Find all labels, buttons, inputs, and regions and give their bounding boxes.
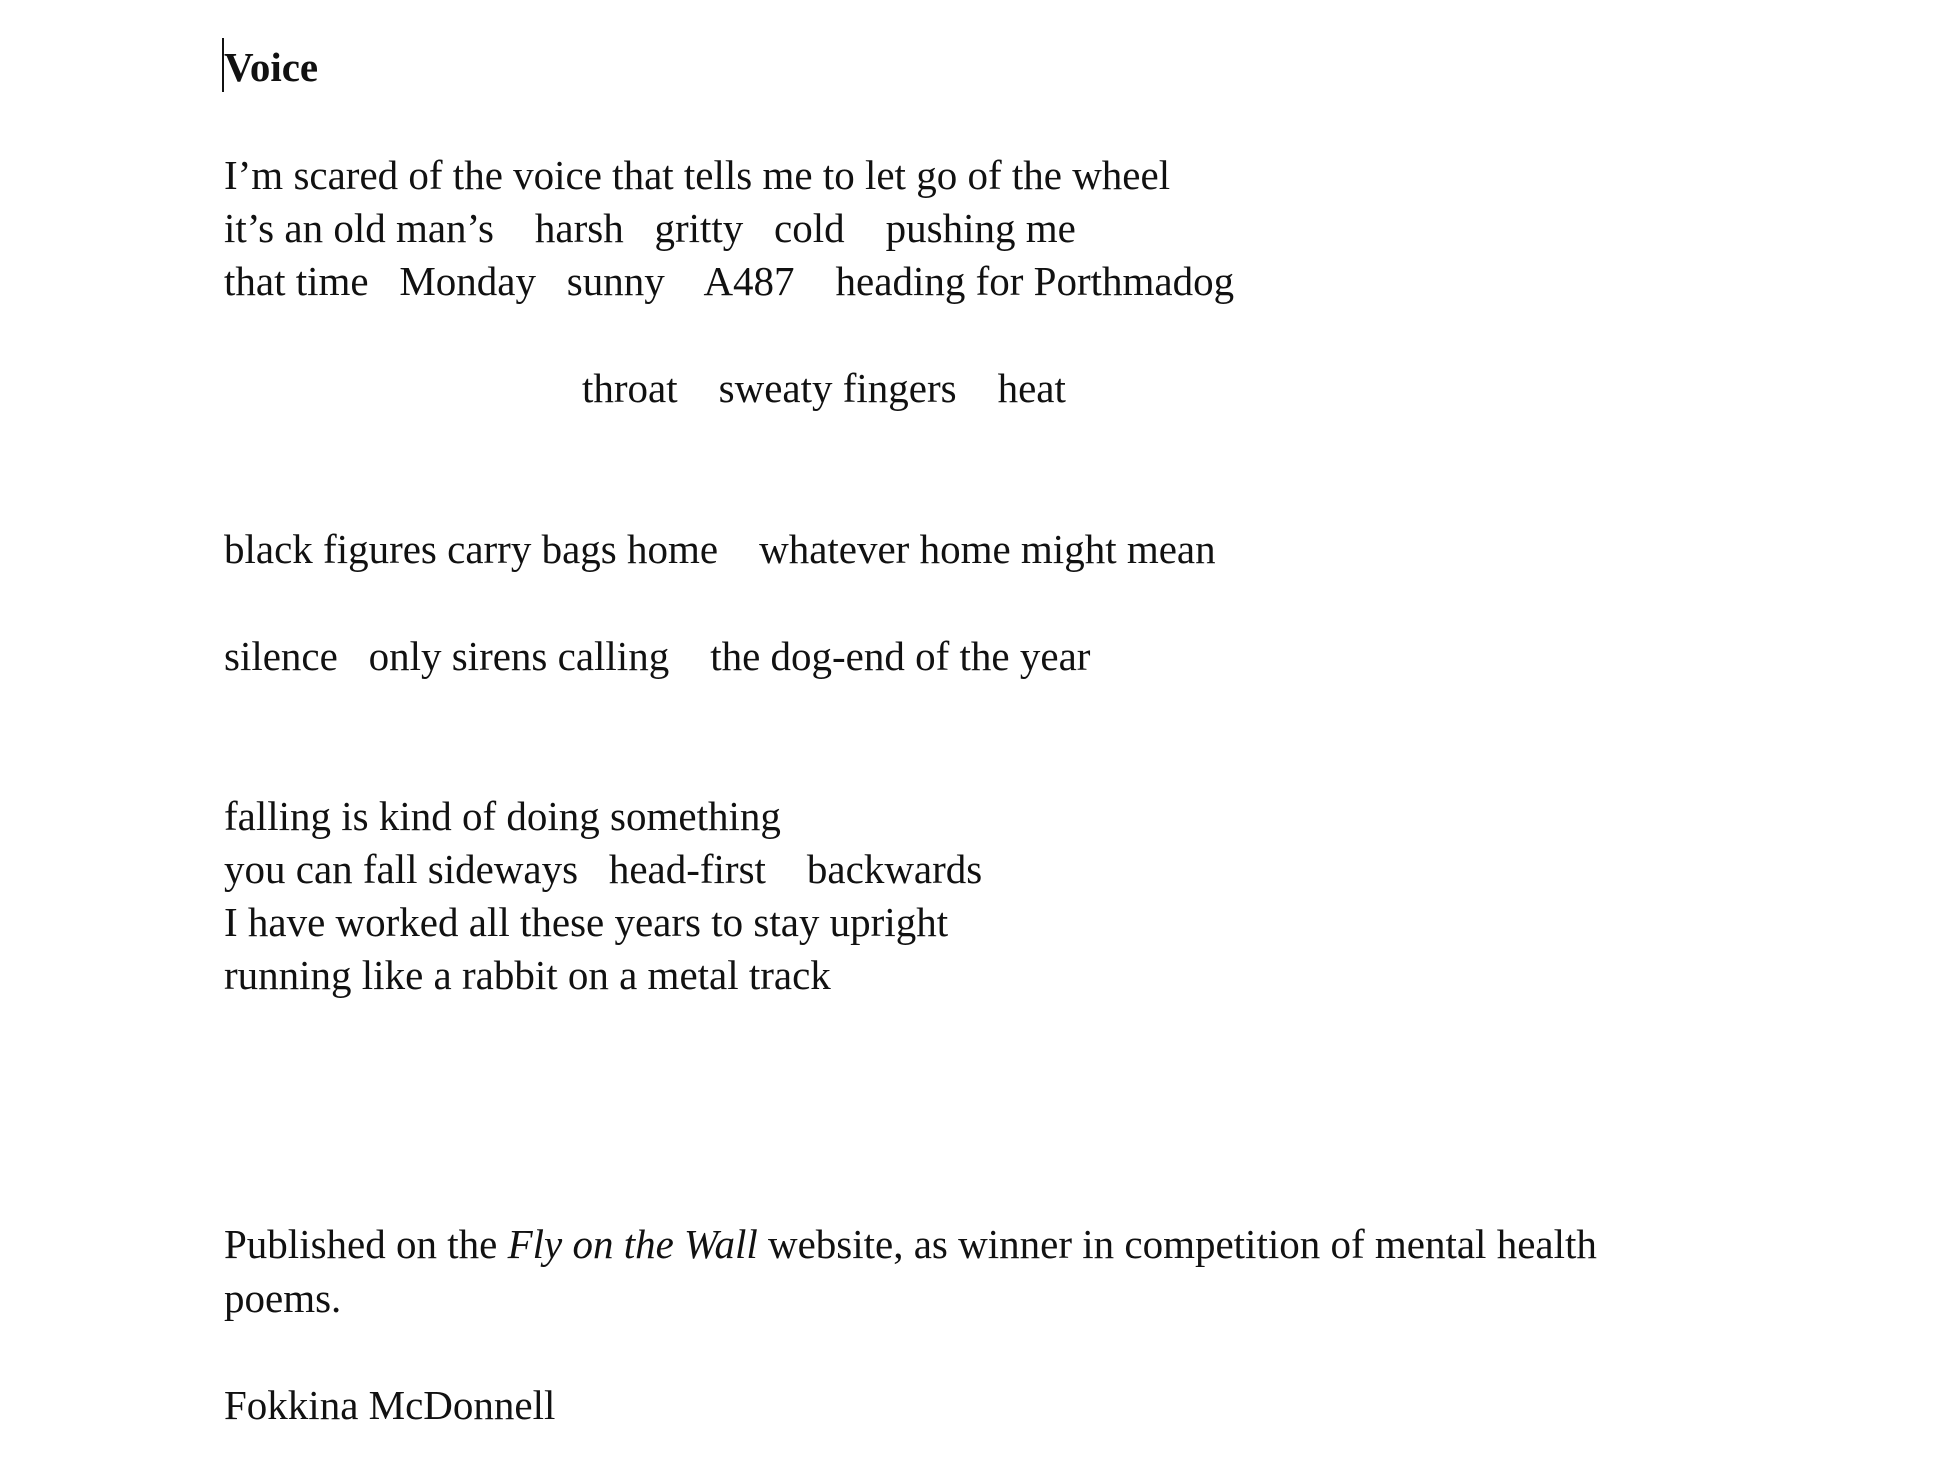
poem-line: falling is kind of doing something — [224, 793, 781, 839]
poem-line: throat sweaty fingers heat — [582, 365, 1066, 411]
poem-line: you can fall sideways head-first backwards — [224, 846, 983, 892]
publication-note-suffix: website, as winner in competition of mental health poems. — [224, 1221, 1597, 1321]
publication-name: Fly on the Wall — [507, 1221, 758, 1267]
poem-line: running like a rabbit on a metal track — [224, 952, 831, 998]
poem-line: black figures carry bags home whatever home might mean — [224, 526, 1216, 572]
poem-line: I have worked all these years to stay upright — [224, 899, 949, 945]
poem-line: silence only sirens calling the dog-end of the year — [224, 633, 1091, 679]
publication-note-prefix: Published on the — [224, 1221, 508, 1267]
poem-line: that time Monday sunny A487 heading for Porthmadog — [224, 258, 1235, 304]
poem-line: I’m scared of the voice that tells me to let go of the wheel — [224, 152, 1171, 198]
publication-note — [224, 1217, 1724, 1325]
author-name: Fokkina McDonnell — [224, 1382, 556, 1428]
poem-title: Voice — [224, 44, 319, 90]
poem-line: it’s an old man’s harsh gritty cold pushing me — [224, 205, 1076, 251]
